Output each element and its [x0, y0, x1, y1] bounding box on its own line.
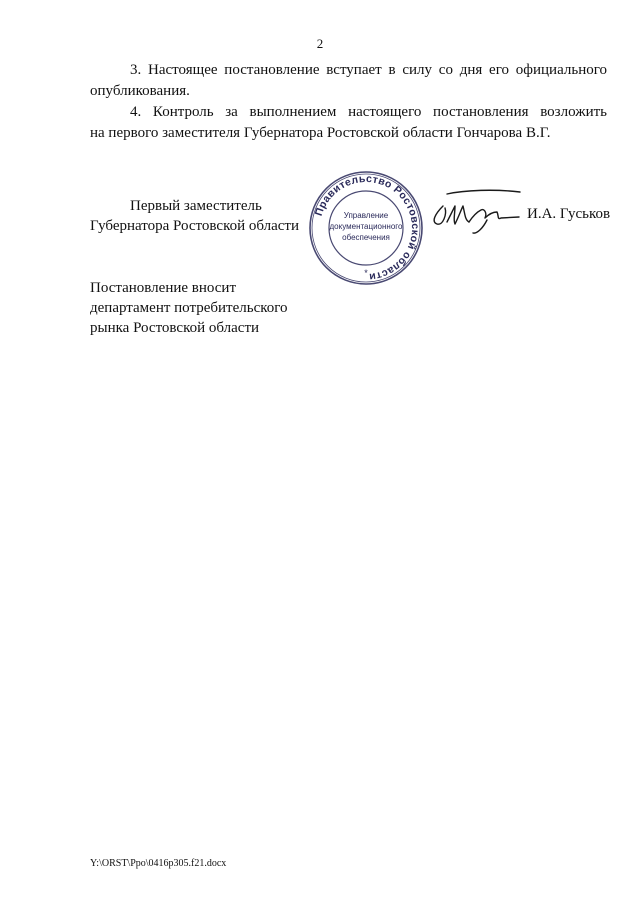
signer-title-line-1: Первый заместитель — [130, 198, 262, 214]
official-seal-stamp — [301, 170, 431, 290]
submitter-line-2: департамент потребительского — [90, 300, 288, 316]
handwritten-signature — [425, 186, 525, 236]
signer-name: И.А. Гуськов — [527, 206, 611, 222]
submitter-line-3: рынка Ростовской области — [90, 320, 260, 336]
svg-text:обеспечения: обеспечения — [342, 233, 390, 242]
svg-text:документационного: документационного — [329, 222, 403, 231]
paragraph-4 — [90, 102, 607, 144]
paragraph-4-line-2: на первого заместителя Губернатора Ростовской области Гончарова В.Г. — [90, 125, 551, 141]
paragraph-4-line-1: 4. Контроль за выполнением настоящего постановления возложить — [130, 104, 607, 120]
file-path-footer: Y:\ORST\Ppo\0416p305.f21.docx — [90, 858, 227, 869]
submitter-block — [90, 278, 288, 338]
svg-text:Управление: Управление — [343, 211, 389, 220]
signer-title-line-2: Губернатора Ростовской области — [90, 218, 300, 234]
paragraph-3 — [90, 60, 607, 102]
svg-text:*: * — [364, 268, 368, 278]
submitter-line-1: Постановление вносит — [90, 280, 237, 296]
paragraph-3-line-2: опубликования. — [90, 83, 190, 99]
paragraph-3-line-1: 3. Настоящее постановление вступает в силу со дня его официального — [130, 62, 607, 78]
page-number: 2 — [316, 36, 324, 51]
svg-text:Правительство Ростовской облас: Правительство Ростовской области — [312, 172, 422, 283]
signer-title — [90, 196, 299, 236]
